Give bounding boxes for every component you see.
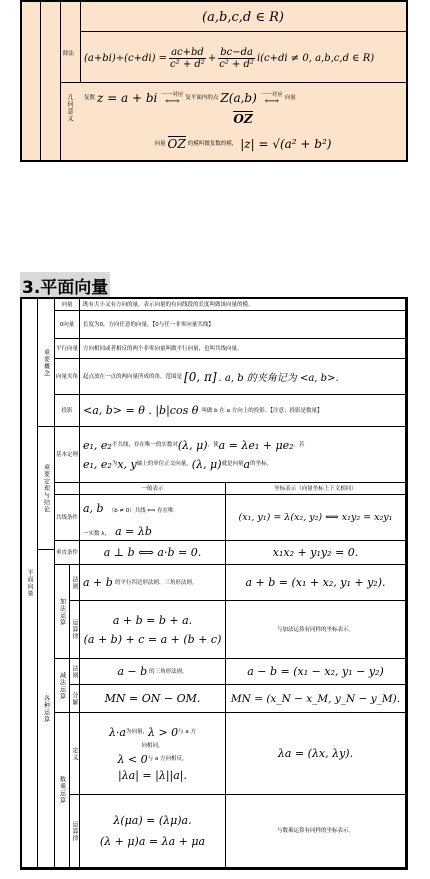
- scalar-law-general: [80, 795, 226, 868]
- scalar-def-text-3: 向相同，: [141, 742, 164, 749]
- parallel-definition: 方向相同或者相反的两个非零向量叫做平行向量，也叫共线向量。: [80, 339, 406, 359]
- outer-column-2: [40, 2, 61, 160]
- arrow-2-label: 一一对应: [260, 92, 283, 98]
- angle-text: 起点放在一点的两向量所成的角，范围是: [83, 373, 183, 380]
- group-operations: [38, 550, 55, 868]
- basis-pair-2: (λ, μ): [191, 457, 222, 471]
- basis-line-2: [83, 458, 272, 471]
- fraction-2-den: c² + d²: [219, 58, 254, 70]
- label-add-law-text: 运算律: [71, 619, 78, 640]
- correspond-arrow-1: [161, 91, 183, 105]
- fraction-1: [169, 47, 206, 70]
- operation-column: [60, 2, 81, 83]
- label-vector: 向量: [284, 95, 296, 101]
- angle-definition: [80, 359, 406, 395]
- section-title: 3.平面向量: [20, 272, 110, 299]
- basis-text-3: 。若: [293, 442, 305, 448]
- projection-definition: [80, 395, 406, 427]
- divider: [60, 82, 406, 83]
- label-scalar-def-text: 定义: [71, 746, 78, 761]
- label-angle: 向量夹角: [55, 359, 80, 395]
- fraction-1-den: c² + d²: [170, 58, 205, 70]
- basis-text-2: ，使: [207, 442, 219, 448]
- sub-rule-coordinate: a − b = (x₁ − x₂, y₁ − y₂): [226, 659, 406, 685]
- sub-rule-formula: a − b: [117, 665, 148, 678]
- collinear-text-2: 一实数 λ，: [83, 530, 111, 537]
- add-rule-general: [80, 565, 226, 601]
- division-tail: i(c+di ≠ 0, a,b,c,d ∈ R): [256, 52, 375, 64]
- label-zero-vector: 0向量: [55, 311, 80, 339]
- scalar-def-general: [80, 713, 226, 795]
- label-projection: 投影: [55, 395, 80, 427]
- scalar-def-line-3: [117, 753, 187, 766]
- collinear-general: [80, 495, 226, 541]
- sub-scalar: [55, 713, 70, 868]
- scalar-def-negative: λ < 0: [117, 752, 148, 766]
- collinear-coordinate: (x₁, y₁) = λ(x₂, y₂) ⟺ x₁y₂ = x₂y₁: [226, 495, 406, 541]
- point-formula: Z(a,b): [220, 91, 257, 105]
- collinear-formula: a = λb: [115, 524, 152, 538]
- label-collinear: 共线条件: [55, 495, 80, 541]
- zero-vector-definition: 长度为0，方向任意的向量。【0与任一非零向量共线】: [80, 311, 406, 339]
- double-arrow-icon: ⟷: [165, 96, 180, 107]
- add-law-general: [80, 601, 226, 659]
- col-plane-vector: [22, 299, 38, 868]
- collinear-text-1: （b ≠ 0）共线 ⟺ 存在唯: [108, 507, 174, 514]
- division-label: 除法: [63, 51, 75, 57]
- plus-sign: +: [207, 52, 217, 64]
- add-law-commutative: a + b = b + a.: [112, 613, 193, 627]
- label-vector-2: 向量: [154, 140, 166, 147]
- perpendicular-general: a ⊥ b ⟺ a·b = 0.: [80, 541, 226, 565]
- arrow-1-label: 一一对应: [161, 92, 184, 98]
- divider: [80, 31, 406, 32]
- basis-xy: x, y: [117, 457, 137, 471]
- sub-addition: [55, 565, 70, 659]
- modulus-formula: |z| = √(a² + b²): [240, 136, 332, 151]
- complex-formula: z = a + bi: [97, 91, 158, 105]
- basis-formula: a = λe₁ + μe₂: [218, 438, 294, 452]
- label-sub-rule: [70, 659, 80, 685]
- double-arrow-icon: ⟷: [264, 96, 279, 107]
- label-add-rule: [70, 565, 80, 601]
- scalar-def-text-1: 为向量，: [125, 729, 148, 735]
- header-coordinate: 坐标表示（向量坐标上下文相同）: [226, 483, 406, 495]
- label-scalar-def: [70, 713, 80, 795]
- add-rule-text: 的平行四边形法则、三角形法则。: [114, 579, 198, 586]
- label-complex: 复数: [84, 95, 96, 101]
- collinear-line-1: [83, 497, 174, 516]
- basis-text-1: 不共线，存在唯一的实数对: [111, 442, 178, 448]
- basis-line-1: [83, 439, 305, 452]
- modulus-text: 的模叫做复数的模，: [187, 140, 238, 147]
- sub-subtraction: [55, 659, 70, 713]
- angle-range: [0, π]: [184, 369, 217, 384]
- projection-text: 叫做 b 在 a 方向上的投影。【注意：投影是数量】: [201, 407, 323, 414]
- scalar-law-coordinate: 与数乘运算有同样的坐标表示。: [226, 795, 406, 868]
- label-perpendicular: 垂直条件: [55, 541, 80, 565]
- sub-split-general: MN = ON − OM.: [80, 685, 226, 713]
- vector-table: [20, 297, 408, 870]
- collinear-line-2: [83, 520, 152, 539]
- sub-scalar-label: 数乘运算: [58, 776, 66, 804]
- vector-definition: 既有大小又有方向的量。表示向量的有向线段的长度叫做该向量的模。: [80, 299, 406, 311]
- complex-number-table: [20, 0, 408, 162]
- scalar-law-associative: λ(μa) = (λμ)a.: [113, 814, 192, 827]
- basis-e1e2: e₁, e₂: [83, 438, 112, 452]
- perpendicular-coordinate: x₁x₂ + y₁y₂ = 0.: [226, 541, 406, 565]
- scalar-def-positive: λ > 0: [147, 725, 179, 739]
- header-blank: [55, 483, 80, 495]
- geometric-line-1: [84, 88, 406, 108]
- label-add-law: [70, 601, 80, 659]
- header-general: 一般表示: [80, 483, 226, 495]
- division-lhs: (a+bi)÷(c+di) =: [84, 52, 168, 64]
- group-concepts-label: 重要概念: [42, 348, 50, 377]
- correspond-arrow-2: [261, 91, 283, 105]
- label-scalar-law-text: 运算律: [71, 820, 78, 842]
- label-scalar-law: [70, 795, 80, 868]
- sub-split-coordinate: MN = (x_N − x_M, y_N − y_M).: [226, 685, 406, 713]
- fraction-1-num: ac+bd: [171, 46, 204, 58]
- fraction-2-num: bc−da: [220, 46, 253, 58]
- scalar-def-la: λ·a: [108, 725, 126, 739]
- scalar-def-modulus: |λa| = |λ||a|.: [117, 768, 187, 782]
- geometric-meaning-label: 几何意义: [66, 94, 73, 122]
- scalar-law-distributive: (λ + μ)a = λa + μa: [99, 835, 206, 848]
- sub-addition-label: 加法运算: [58, 597, 66, 626]
- basis-text-6: 就是向量: [221, 461, 244, 467]
- group-theorems: [38, 427, 55, 550]
- basis-theorem: [80, 427, 406, 483]
- sub-subtraction-label: 减法运算: [58, 671, 66, 700]
- label-sub-rule-text: 法则: [71, 664, 78, 679]
- group-theorems-label: 重要定理与结论: [42, 463, 50, 513]
- basis-text-5: 轴上的单位正交向量，: [136, 461, 192, 467]
- outer-column: [22, 2, 41, 160]
- vector-oz-2: OZ: [167, 137, 186, 151]
- condition-formula: (a,b,c,d ∈ R): [202, 10, 284, 25]
- sub-rule-text: 的三角形法则。: [149, 668, 188, 675]
- basis-text-4: 为: [111, 461, 118, 467]
- vector-oz-text: OZ: [233, 112, 253, 126]
- label-point: 复平面内的点: [185, 95, 219, 101]
- basis-text-7: 的坐标。: [250, 461, 273, 467]
- projection-formula: <a, b> = θ . |b|cos θ: [83, 404, 199, 417]
- angle-notation: . a, b 的夹角记为 <a, b>.: [218, 373, 339, 384]
- group-operations-label: 各种运算: [42, 694, 50, 723]
- add-rule-coordinate: a + b = (x₁ + x₂, y₁ + y₂).: [226, 565, 406, 601]
- label-sub-split: [70, 685, 80, 713]
- basis-e1e2-2: e₁, e₂: [83, 457, 112, 471]
- scalar-def-text-4: 与 a 方向相反，: [147, 756, 188, 762]
- col-plane-vector-label: 平面向量: [26, 569, 33, 597]
- scalar-def-coordinate: λa = (λx, λy).: [226, 713, 406, 795]
- label-basis-theorem: 基本定理: [55, 427, 80, 483]
- add-law-associative: (a + b) + c = a + (b + c): [83, 632, 222, 646]
- vector-oz: [80, 112, 406, 126]
- group-concepts: [38, 299, 55, 427]
- label-parallel: 平行向量: [55, 339, 80, 359]
- division-formula: [84, 40, 404, 76]
- label-vector: 向量: [55, 299, 80, 311]
- label-sub-split-text: 分解: [71, 691, 78, 706]
- add-rule-formula: a + b: [83, 576, 113, 589]
- label-add-rule-text: 法则: [71, 575, 78, 590]
- basis-pair: (λ, μ): [177, 438, 208, 452]
- fraction-2: [218, 47, 255, 70]
- scalar-def-text-2: 与 a 方: [178, 729, 197, 735]
- collinear-ab: a, b: [83, 501, 104, 515]
- geometric-line-3: [80, 136, 406, 151]
- sub-rule-general: [80, 659, 226, 685]
- scalar-def-line-1: [109, 726, 196, 739]
- add-law-coordinate: 与加法运算有同样的坐标表示。: [226, 601, 406, 659]
- basis-vector-a: a: [243, 457, 251, 471]
